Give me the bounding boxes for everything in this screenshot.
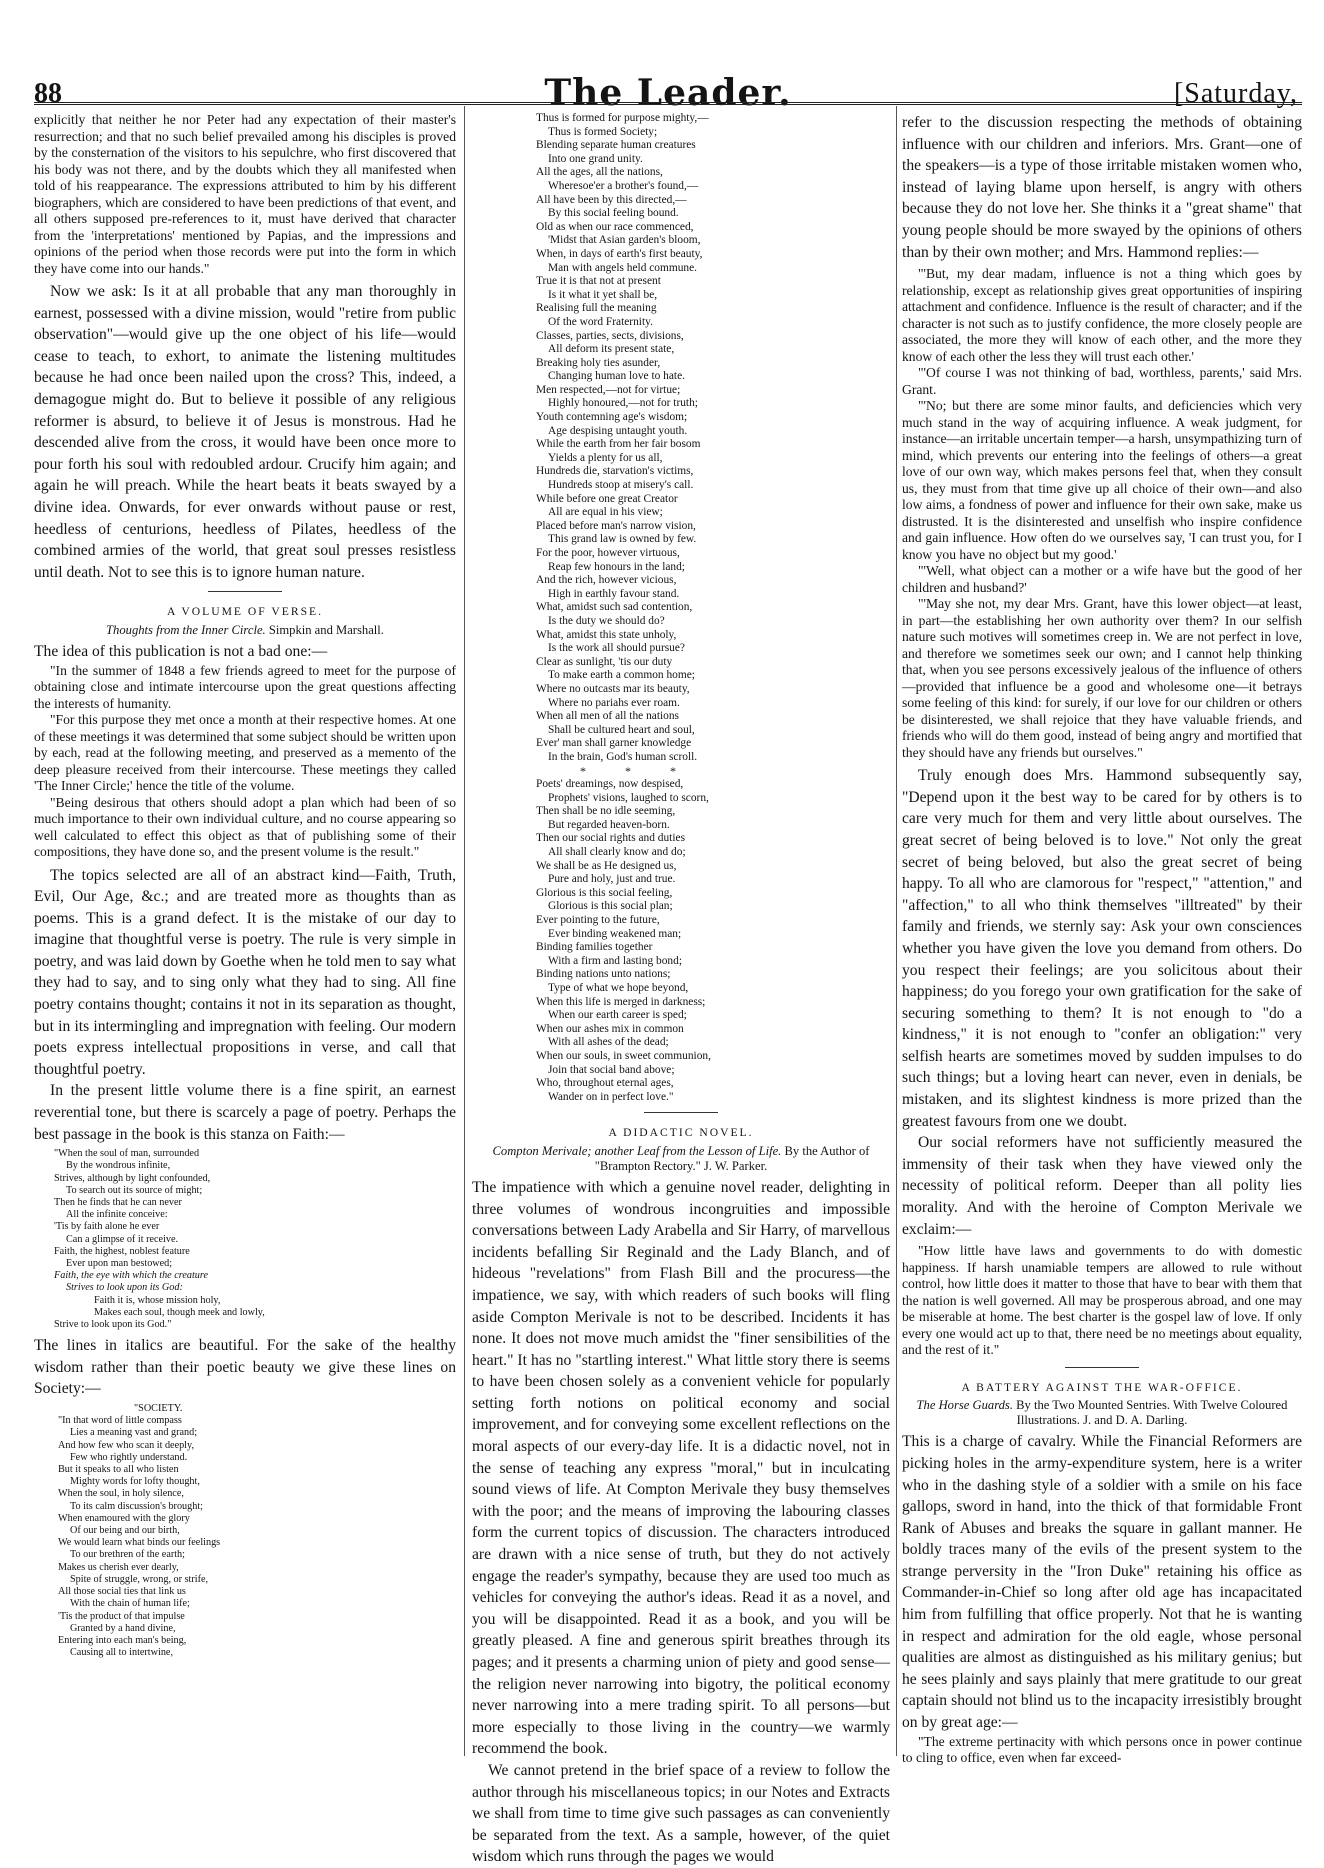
verse-line: Man with angels held commune. [548,261,697,274]
verse-line: Thus is formed Society; [548,125,658,138]
verse-line: When our earth career is sped; [548,1009,687,1022]
verse-line: Is it what it yet shall be, [548,288,658,301]
verse-line: Changing human love to hate. [548,370,685,383]
verse-line: Prophets' visions, laughed to scorn, [548,791,709,804]
verse-line: Breaking holy ties asunder, [536,356,661,369]
verse-line: Shall be cultured heart and soul, [548,723,695,736]
verse-line: Hundreds die, starvation's victims, [536,465,694,478]
verse-line: Youth contemning age's wisdom; [536,411,688,424]
verse-line: Join that social band above; [548,1063,675,1076]
verse-line: Yields a plenty for us all, [548,451,663,464]
verse-line: With a firm and lasting bond; [548,954,682,967]
verse-line: "When the soul of man, surrounded [54,1148,200,1160]
verse-line: But regarded heaven-born. [548,818,670,831]
poem-title: "SOCIETY. [134,1403,183,1415]
verse-line: Type of what we hope beyond, [548,982,689,994]
verse-line: Makes us cherish ever dearly, [58,1561,179,1573]
verse-line: Then shall be no idle seeming, [536,805,676,818]
verse-line: When enamoured with the glory [58,1512,190,1524]
quote-paragraph: "'No; but there are some minor faults, and deficiencies which very much stand in the way of acquiring influence. A weak judgment, for instance—an irritable uncertain temper—a harsh, unsympathizing turn of mind, which prevents our entering into the feelings of others—a great love of our own way, which makes persons feel that, when they consult us, they must from that time give up all choice of their own—and also low aims, a fondness of power and influence for their own sake, make us distrusted. It is the disinterested and unselfish who inspire confidence and gain influence. How often do we ourselves say, 'I can trust you, for I know you have no object but my good.' [902,398,1302,562]
verse-line: Mighty words for lofty thought, [70,1476,200,1488]
verse-line: By the wondrous infinite, [66,1160,171,1172]
verse-line: True it is that not at present [536,275,661,288]
verse-line: We shall be as He designed us, [536,859,677,872]
paragraph: The impatience with which a genuine novel reader, delighting in three volumes of wondrous incongruities and impossible conversations between Lady Arabella and Sir Harry, of marvellous incidents befalling Sir Reginald and the Lady Blanch, and of hideous "revelations" from Flash Bill and the procuress—the impatience, we say, with which readers of such books will fling aside Compton Merivale is not to be described. Incidents it has none. It does not move much amidst the "finer sensibilities of the heart." It has no "startling interest." What little story there is seems to have been chosen solely as a convenient vehicle for popularly setting forth notions on political economy and social improvement, and for conveying some excellent reflections on the moral aspects of our every-day life. It is a didactic novel, not in the sense of teaching any express "moral," but in inculcating sound views of life. At Compton Merivale they busy themselves with the poor; and the means of improving the labouring classes form the current topics of discussion. The characters introduced are drawn with a nice sense of truth, but they do not actively engage the reader's sympathy, because they are used too much as vehicles for conveying the author's ideas. Read it as a novel, and you will be disappointed. Read it as a book, and you will be greatly pleased. A fine and generous spirit breathes through its pages; and it presents a charming union of piety and good sense—the religion never narrowing into bigotry, the political economy never narrowing into a mere trading spirit. To all persons—but more especially to those living in the country—we warmly recommend the book. [472,1178,890,1758]
verse-line: Lies a meaning vast and grand; [70,1427,198,1439]
paragraph: The lines in italics are beautiful. For the sake of the healthy wisdom rather than their poetic beauty we give these lines on Society:— [34,1337,456,1398]
verse-line: Wheresoe'er a brother's found,— [548,179,699,192]
verse-line: Is the work all should pursue? [548,642,685,655]
quote-paragraph: "'May she not, my dear Mrs. Grant, have this lower object—at least, in part—the establishing her own authority over them? In our selfish nature such motives will sometimes creep in. We are not perfect in love, and therefore we sometimes seek our own; and I cannot help thinking that, when you see persons excessively jealous of the influence of others—provided that influence be a good and wholesome one—it betrays some feeling of this kind: for surely, if our love for our children or others be disinterested, we shall rejoice that they have valuable friends, and friends who will do them good, instead of being angry and mortified that they should have any friends but ourselves." [902,596,1302,760]
book-title: Thoughts from the Inner Circle. [106,622,266,637]
quote-paragraph: "'But, my dear madam, influence is not a thing which goes by relationship, except as relationship gives great opportunities of inspiring attachment and confidence. Influence is the result of character; and if the character is not such as to justify confidence, the more closely people are associated, the more they will know of each other, and the more they know of each other the less they will trust each other.' [902,266,1302,364]
review-subtitle [472,1144,890,1174]
verse-line: Strives, although by light confounded, [54,1172,211,1184]
verse-line: Ever upon man bestowed; [66,1258,173,1270]
quote-paragraph: "In the summer of 1848 a few friends agreed to meet for the purpose of obtaining close and intimate intercourse upon the great questions affecting the interests of humanity. [34,662,456,711]
verse-line: Faith it is, whose mission holy, [94,1294,221,1306]
verse-line: Pure and holy, just and true. [548,873,676,886]
verse-line: Binding families together [536,941,653,954]
verse-line: To make earth a common home; [548,669,695,682]
verse-line: All deform its present state, [548,343,675,356]
verse-line: Old as when our race commenced, [536,220,694,233]
paragraph: We cannot pretend in the brief space of a review to follow the author through his miscellaneous topics; in our Notes and Extracts we shall from time to time give such passages as can conveniently be separated from the text. As a sample, however, of the quiet wisdom which runs through the pages we would [472,1761,890,1866]
verse-line: When our ashes mix in common [536,1022,684,1035]
verse-line: All the infinite conceive: [66,1209,168,1221]
verse-line: Ever binding weakened man; [548,927,682,940]
verse-line: 'Tis the product of that impulse [58,1610,185,1622]
verse-line: Hundreds stoop at misery's call. [548,479,694,492]
verse-line: High in earthly favour stand. [548,587,680,600]
page-number: 88 [34,78,62,109]
column-3 [902,112,1302,1767]
verse-line: Placed before man's narrow vision, [536,519,696,532]
verse-line: Men respected,—not for virtue; [536,383,681,396]
verse-line: When this life is merged in darkness; [536,995,706,1008]
verse-line: Few who rightly understand. [70,1451,188,1463]
verse-line: With all ashes of the dead; [548,1036,669,1049]
column-1 [34,112,456,1659]
poem-society-continued [472,112,890,1104]
section-rule [1065,1367,1139,1368]
verse-line: But it speaks to all who listen [58,1464,179,1476]
quote-paragraph: "How little have laws and governments to do with domestic happiness. If harsh unamiable tempers are allowed to rule without control, how little does it matter to those that have to bear with them that the nation is well governed. All may be prosperous abroad, and one may be miserable at home. The best charter is the gospel law of love. If only every one would act up to that, there need be no meetings about equality, and the rest of it." [902,1243,1302,1358]
verse-line: All have been by this directed,— [536,193,687,206]
verse-line: While the earth from her fair bosom [536,438,701,451]
section-rule [644,1112,718,1113]
verse-line: Glorious is this social feeling, [536,886,673,899]
section-heading: A VOLUME OF VERSE. [166,605,324,619]
verse-line: 'Tis by faith alone he ever [54,1221,160,1233]
verse-line: Poets' dreamings, now despised, [536,778,684,791]
verse-line: To its calm discussion's brought; [70,1500,203,1512]
header-rule [34,102,1302,105]
paragraph: This is a charge of cavalry. While the Financial Reformers are picking holes in the army-expenditure system, here is a writer who in the dashing style of a soldier with a smile on his face gallops, sword in hand, into the thick of that formidable Front Rank of Abuses and breaks the square in gallant manner. He boldly traces many of the evils of the present system to the strange perversity in the "Iron Duke" retaining his office as Commander-in-Chief so long after old age has incapacitated him from fulfilling that office properly. Not that he is wanting in respect and admiration for the old eagle, whose personal qualities are almost as distinguished as his military genius; but he sees plainly and says plainly that mere gratitude to our great captain should not blind us to the incapacity irresistibly brought on by great age:— [902,1433,1302,1732]
verse-line: Glorious is this social plan; [548,900,673,913]
verse-line: Into one grand unity. [548,152,643,165]
verse-line: Can a glimpse of it receive. [66,1233,179,1245]
section-rule [208,591,282,592]
poem-faith [34,1148,456,1331]
newspaper-page [20,0,1316,1866]
verse-line: Blending separate human creatures [536,139,696,152]
masthead [20,58,1316,116]
verse-line: All are equal in his view; [548,506,663,519]
verse-line: When our souls, in sweet communion, [536,1049,711,1062]
book-title: Compton Merivale; another Leaf from the Lesson of Life. [492,1143,782,1158]
verse-line: All those social ties that link us [58,1586,186,1598]
verse-line: Classes, parties, sects, divisions, [536,329,684,342]
verse-line: Ever pointing to the future, [536,914,660,927]
verse-line: Of the word Fraternity. [548,315,653,328]
verse-line: When all men of all the nations [536,710,679,723]
verse-line: When, in days of earth's first beauty, [536,247,703,260]
verse-line: Spite of struggle, wrong, or strife, [70,1573,209,1585]
verse-line: All shall clearly know and do; [548,846,686,859]
paragraph: refer to the discussion respecting the methods of obtaining influence with our children and inferiors. Mrs. Grant—one of the speakers—is a type of those irritable mistaken women who, instead of laying blame upon herself, is angry with others because they do not love her. She thinks it a "great shame" that young people should be more swayed by the opinions of others than by their own mother; and Mrs. Hammond replies:— [902,114,1302,261]
verse-line: By this social feeling bound. [548,207,679,220]
verse-line: Strive to look upon its God." [54,1319,172,1331]
quote-paragraph: "The extreme pertinacity with which persons once in power continue to cling to office, even when far exceed- [902,1733,1302,1766]
verse-line: Thus is formed for purpose mighty,— [536,112,709,124]
quote-paragraph: "'Of course I was not thinking of bad, worthless, parents,' said Mrs. Grant. [902,365,1302,397]
paragraph: The idea of this publication is not a bad one:— [34,642,328,660]
verse-line: Reap few honours in the land; [548,560,685,573]
verse-line: Realising full the meaning [536,302,657,315]
verse-line: For the poor, however virtuous, [536,547,680,559]
byline: By the Two Mounted Sentries. With Twelve Coloured Illustrations. J. and D. A. Darling. [1016,1398,1288,1428]
verse-line: Then he finds that he can never [54,1197,182,1209]
verse-line: Highly honoured,—not for truth; [548,397,698,410]
verse-line: Of our being and our birth, [70,1525,180,1537]
verse-line: "In that word of little compass [58,1415,182,1427]
verse-line: Wander on in perfect love." [548,1090,674,1103]
verse-line: Binding nations unto nations; [536,968,671,981]
paragraph: The topics selected are all of an abstract kind—Faith, Truth, Evil, Our Age, &c.; and are treated more as thoughts than as poems. This is a grand defect. It is the mistake of our day to imagine that thoughtful verse is poetry. The rule is very simple in poetry, and was laid down by Goethe when he told men to say what they had to say, and to sing only what they had to sing. All fine poetry contains thought; contains it not in its separation as thought, but in its intermingling and impregnation with feeling. Our modern poets express intellectual propositions in verse, and call that thoughtful poetry. [34,866,456,1078]
verse-line: To search out its source of might; [66,1184,203,1196]
verse-line: While before one great Creator [536,492,678,505]
verse-line: This grand law is owned by few. [548,533,697,546]
paragraph: In the present little volume there is a fine spirit, an earnest reverential tone, but there is scarcely a page of poetry. Perhaps the best passage in the book is this stanza on Faith:— [34,1082,456,1143]
quote-paragraph: "Being desirous that others should adopt a plan which had been of so much importance to their own individual culture, and no course appearing so well calculated to effect this object as that of publishing some of their compositions, they have done so, and the present volume is the result." [34,794,456,859]
section-heading: A BATTERY AGAINST THE WAR-OFFICE. [961,1380,1243,1394]
poem-society [34,1403,456,1659]
verse-line: What, amidst such sad contention, [536,601,693,614]
verse-line: 'Midst that Asian garden's bloom, [548,234,701,247]
verse-line: Entering into each man's being, [58,1634,187,1646]
verse-line: Age despising untaught youth. [548,424,688,437]
verse-line: Faith, the eye with which the creature [54,1270,208,1282]
quote-paragraph: "For this purpose they met once a month at their respective homes. At one of these meetings it was determined that some subject should be written upon by each, read at the following meeting, and preserved as a memento of the deep pleasure received from their intercourse. These meetings they called 'The Inner Circle;' hence the title of the volume. [34,712,456,793]
verse-line: Strives to look upon its God: [66,1282,183,1294]
verse-line: All the ages, all the nations, [536,166,663,179]
verse-line: Faith, the highest, noblest feature [54,1245,190,1257]
verse-line: Then our social rights and duties [536,832,685,845]
verse-line: To our brethren of the earth; [70,1549,185,1561]
paragraph: Now we ask: Is it at all probable that any man thoroughly in earnest, possessed with a divine mission, would "retire from public observation"—would give up the one object of his life—would cease to teach, to exhort, to animate the listening multitudes because he had once been nailed upon the cross? This, indeed, a demagogue might do. But to believe it possible of any religious reformer is absurd, to believe it of Jesus is monstrous. Had he descended alive from the cross, it would have been once more to pour forth his soul with redoubled ardour. Crucify him again; and again he will preach. While the heart beats it beats swayed by a divine idea. Onwards, for ever onwards without pause or rest, heedless of centurions, heedless of Pilates, heedless of the combined armies of the world, that great soul presses resistless until death. Not to see this is to ignore human nature. [34,283,456,581]
newspaper-title: The Leader. [544,72,792,114]
verse-line: And how few who scan it deeply, [58,1439,194,1451]
verse-line: When the soul, in holy silence, [58,1488,184,1500]
verse-line: What, amidst this state unholy, [536,628,677,641]
verse-line: Clear as sunlight, 'tis our duty [536,655,673,668]
verse-line: Makes each soul, though meek and lowly, [94,1306,265,1318]
column-divider [464,106,465,1756]
verse-line: Where no outcasts mar its beauty, [536,682,690,695]
verse-line: Ever' man shall garner knowledge [536,737,692,750]
column-divider [896,106,897,1756]
paragraph: explicitly that neither he nor Peter had any expectation of their master's resurrection; and that no such belief prevailed among his disciples is proved by the consternation of the visitors to his sepulchre, who first discovered that his body was not there, and by the doubts which they all manifested when told of his reappearance. The expressions attributed to him by his different biographers, which are considered to have been predictions of that event, and all others supposed pre-references to it, must have derived that character from the 'interpretations' mentioned by Papias, and the impressions and opinions of the period when those records were put into the form in which they have come into our hands." [34,112,456,276]
verse-line: In the brain, God's human scroll. [548,750,698,763]
verse-line: We would learn what binds our feelings [58,1537,221,1549]
review-subtitle [34,623,456,638]
paragraph: Our social reformers have not sufficiently measured the immensity of their task when they have viewed only the necessity of political reform. Deeper than all polity lies morality. And with the heroine of Compton Merivale we exclaim:— [902,1134,1302,1238]
publisher: Simpkin and Marshall. [268,622,384,637]
verse-line: Is the duty we should do? [548,614,665,627]
paragraph: Truly enough does Mrs. Hammond subsequently say, "Depend upon it the best way to be cared for by others is to care very much for them and very little about ourselves. The great secret of being beloved is to love." Not only the great secret of being beloved, but also the great secret of being happy. To all who are clamorous for "respect," "attention," and "affection," to all who think themselves "illtreated" by their family and friends, we sternly say: Ask your own consciences whether you have given the love you demand from others. Do you respect their feelings; are you solicitous about their happiness; do you forego your own gratification for the sake of securing something to them? It is not enough to "do a kindness," it is not enough to "confer an obligation:" very selfish hearts are sometimes moved by sudden impulses to do such things; but a loving heart can never, even in denials, be mistaken, and its slightest kindness is more prized than the greatest favours from one we doubt. [902,767,1302,1130]
issue-day: [Saturday, [1173,78,1298,109]
verse-line: Granted by a hand divine, [70,1622,176,1634]
quote-paragraph: "'Well, what object can a mother or a wife have but the good of her children and husband?' [902,563,1302,595]
verse-line: Who, throughout eternal ages, [536,1077,674,1090]
section-stars: * * * [580,763,694,778]
verse-line: And the rich, however vicious, [536,574,677,587]
byline: By the Author of "Brampton Rectory." J. W. Parker. [594,1143,870,1173]
column-2 [472,112,890,1868]
verse-line: Where no pariahs ever roam. [548,696,680,709]
verse-line: Causing all to intertwine, [70,1647,173,1659]
section-heading: A DIDACTIC NOVEL. [608,1126,754,1140]
review-subtitle [902,1398,1302,1428]
book-title: The Horse Guards. [916,1398,1013,1413]
verse-line: With the chain of human life; [70,1598,190,1610]
